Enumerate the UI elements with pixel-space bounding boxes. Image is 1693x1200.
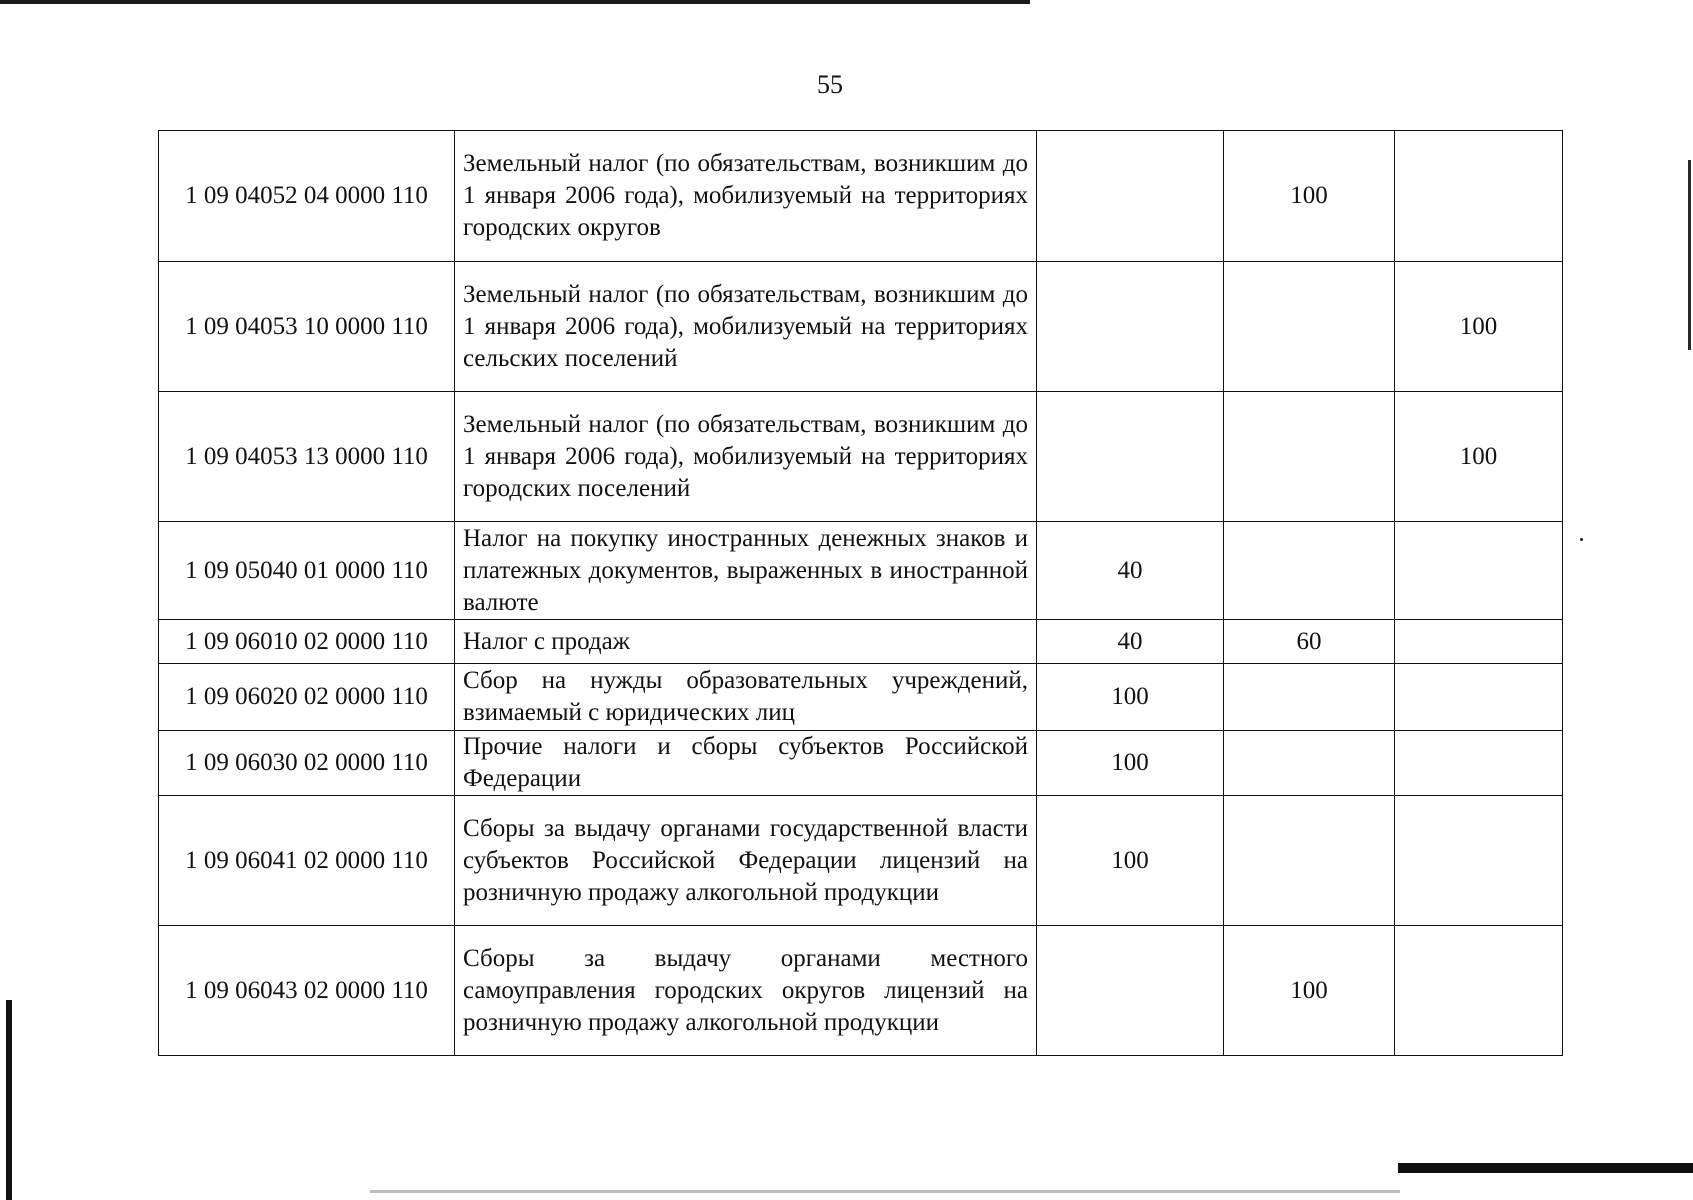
share-column-3 bbox=[1395, 926, 1563, 1056]
budget-code: 1 09 06043 02 0000 110 bbox=[159, 926, 455, 1056]
revenue-description: Земельный налог (по обязательствам, возникшим до 1 января 2006 года), мобилизуемый на территориях городских поселений bbox=[455, 392, 1037, 522]
share-column-3 bbox=[1395, 620, 1563, 664]
share-column-3: 100 bbox=[1395, 262, 1563, 392]
share-column-2 bbox=[1224, 796, 1395, 926]
table-row bbox=[159, 731, 1563, 796]
share-column-3 bbox=[1395, 522, 1563, 620]
revenue-description: Сбор на нужды образовательных учреждений, взимаемый с юридических лиц bbox=[455, 664, 1037, 731]
revenue-description: Сборы за выдачу органами государственной власти субъектов Российской Федерации лицензий на розничную продажу алкогольной продукции bbox=[455, 796, 1037, 926]
revenue-description: Земельный налог (по обязательствам, возникшим до 1 января 2006 года), мобилизуемый на территориях городских округов bbox=[455, 131, 1037, 262]
share-column-2 bbox=[1224, 731, 1395, 796]
scan-artifact-bottom-bar bbox=[1398, 1163, 1693, 1173]
table-row bbox=[159, 926, 1563, 1056]
budget-code: 1 09 06030 02 0000 110 bbox=[159, 731, 455, 796]
budget-code: 1 09 04053 13 0000 110 bbox=[159, 392, 455, 522]
share-column-1 bbox=[1037, 262, 1224, 392]
share-column-1: 100 bbox=[1037, 664, 1224, 731]
share-column-1 bbox=[1037, 926, 1224, 1056]
revenue-description: Налог с продаж bbox=[455, 620, 1037, 664]
revenue-description: Прочие налоги и сборы субъектов Российской Федерации bbox=[455, 731, 1037, 796]
scan-artifact-dot bbox=[1580, 538, 1583, 541]
share-column-1: 40 bbox=[1037, 522, 1224, 620]
budget-code: 1 09 04052 04 0000 110 bbox=[159, 131, 455, 262]
table-row bbox=[159, 131, 1563, 262]
scan-artifact-bottom-line bbox=[370, 1190, 1400, 1193]
table-row bbox=[159, 392, 1563, 522]
budget-code: 1 09 06020 02 0000 110 bbox=[159, 664, 455, 731]
page-number: 55 bbox=[817, 70, 843, 99]
scan-artifact-right-edge bbox=[1688, 160, 1691, 350]
share-column-3: 100 bbox=[1395, 392, 1563, 522]
share-column-3 bbox=[1395, 731, 1563, 796]
share-column-2 bbox=[1224, 522, 1395, 620]
share-column-1 bbox=[1037, 131, 1224, 262]
budget-code: 1 09 06041 02 0000 110 bbox=[159, 796, 455, 926]
share-column-2 bbox=[1224, 262, 1395, 392]
budget-code: 1 09 05040 01 0000 110 bbox=[159, 522, 455, 620]
share-column-1 bbox=[1037, 392, 1224, 522]
revenue-distribution-table bbox=[158, 130, 1563, 1056]
table-row bbox=[159, 664, 1563, 731]
share-column-2 bbox=[1224, 392, 1395, 522]
share-column-3 bbox=[1395, 796, 1563, 926]
share-column-3 bbox=[1395, 664, 1563, 731]
share-column-2: 60 bbox=[1224, 620, 1395, 664]
share-column-1: 100 bbox=[1037, 796, 1224, 926]
share-column-2 bbox=[1224, 664, 1395, 731]
scan-artifact-left-edge bbox=[6, 1000, 12, 1200]
table-row bbox=[159, 796, 1563, 926]
share-column-3 bbox=[1395, 131, 1563, 262]
share-column-1: 40 bbox=[1037, 620, 1224, 664]
budget-code: 1 09 04053 10 0000 110 bbox=[159, 262, 455, 392]
revenue-description: Земельный налог (по обязательствам, возникшим до 1 января 2006 года), мобилизуемый на территориях сельских поселений bbox=[455, 262, 1037, 392]
table-row bbox=[159, 262, 1563, 392]
revenue-description: Сборы за выдачу органами местного самоуправления городских округов лицензий на розничную продажу алкогольной продукции bbox=[455, 926, 1037, 1056]
table-row bbox=[159, 620, 1563, 664]
share-column-1: 100 bbox=[1037, 731, 1224, 796]
table-row bbox=[159, 522, 1563, 620]
budget-code: 1 09 06010 02 0000 110 bbox=[159, 620, 455, 664]
share-column-2: 100 bbox=[1224, 131, 1395, 262]
revenue-description: Налог на покупку иностранных денежных знаков и платежных документов, выраженных в иностранной валюте bbox=[455, 522, 1037, 620]
scan-artifact-top-line bbox=[0, 0, 1030, 4]
share-column-2: 100 bbox=[1224, 926, 1395, 1056]
